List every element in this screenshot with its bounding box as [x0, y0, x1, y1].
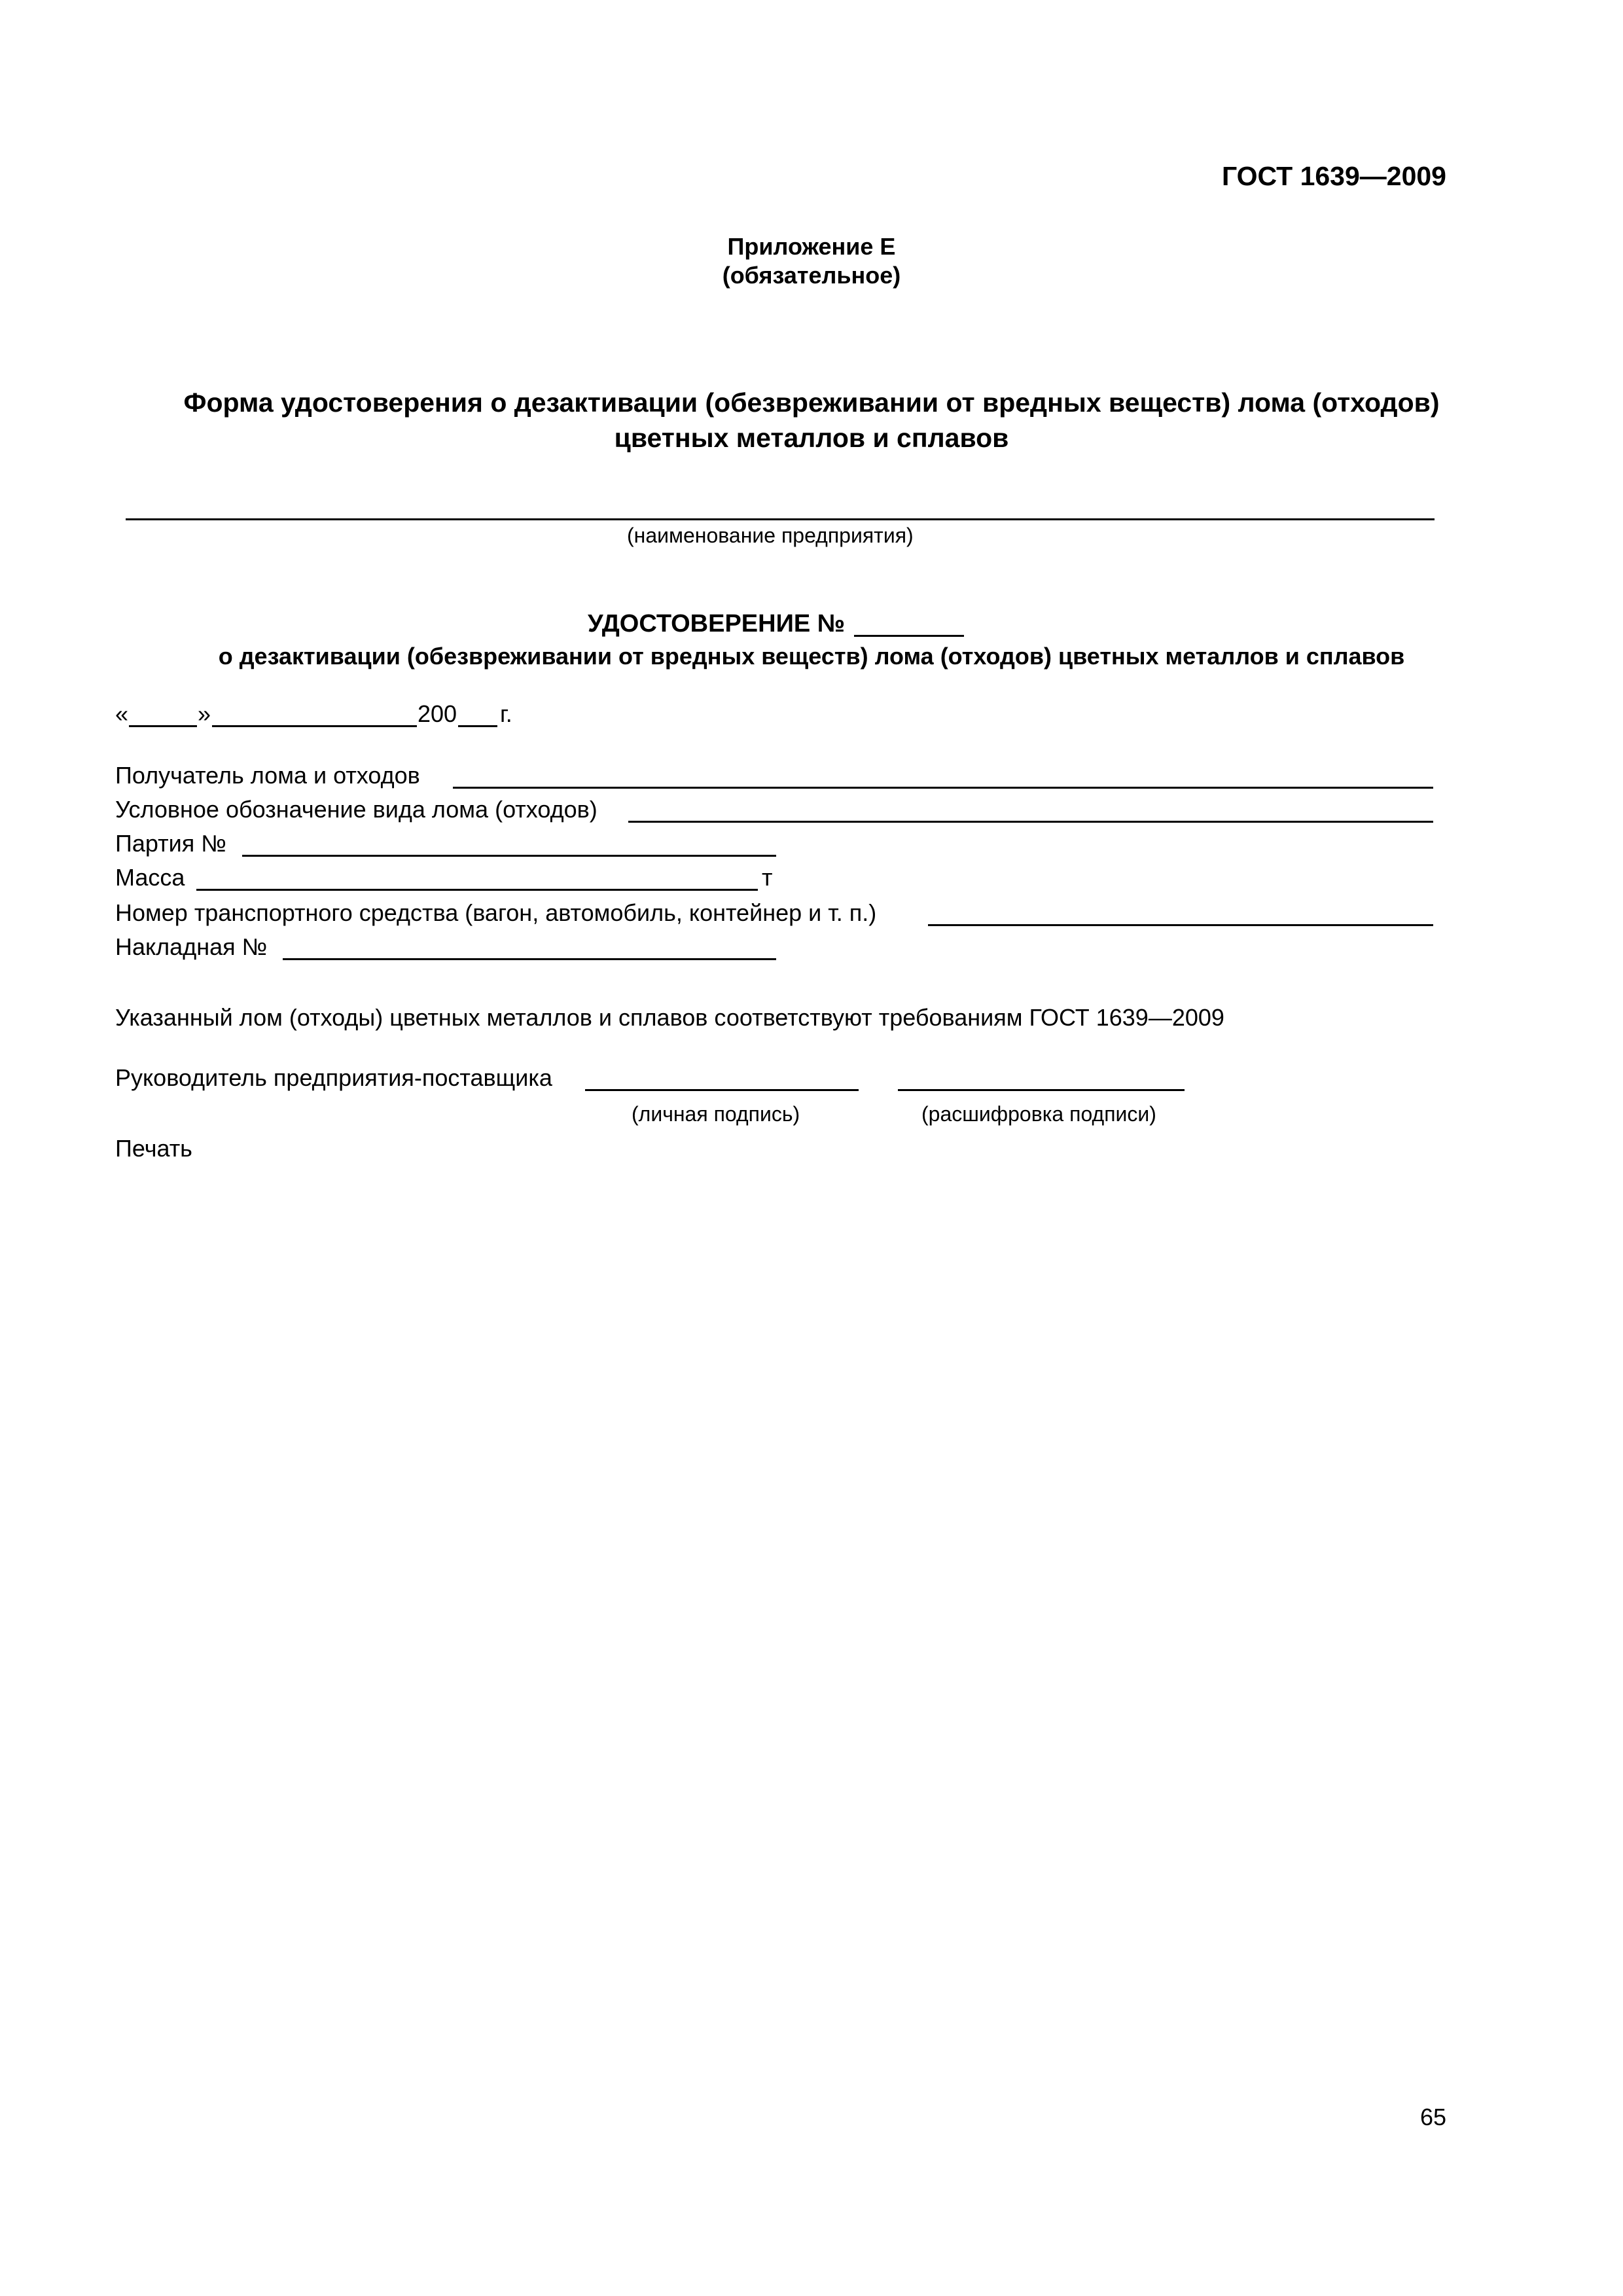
- batch-line[interactable]: [242, 855, 776, 857]
- annex-status: (обязательное): [722, 262, 901, 289]
- annex-title: Приложение Е: [727, 233, 896, 260]
- scrap-type-label: Условное обозначение вида лома (отходов): [115, 796, 597, 823]
- mass-line[interactable]: [196, 889, 758, 891]
- waybill-line[interactable]: [283, 958, 776, 960]
- date-open-quote: «: [115, 700, 129, 727]
- waybill-label: Накладная №: [115, 933, 268, 960]
- scrap-type-line[interactable]: [628, 821, 1433, 823]
- page-number: 65: [1419, 2104, 1446, 2130]
- certificate-subheading: о дезактивации (обезвреживании от вредных веществ) лома (отходов) цветных металлов и сплавов: [218, 643, 1405, 670]
- enterprise-name-caption: (наименование предприятия): [627, 524, 914, 547]
- standard-number: ГОСТ 1639—2009: [1221, 161, 1446, 191]
- date-close-quote: »: [198, 700, 211, 727]
- batch-label: Партия №: [115, 830, 226, 857]
- certificate-number-line[interactable]: [854, 635, 964, 637]
- vehicle-label: Номер транспортного средства (вагон, автомобиль, контейнер и т. п.): [115, 899, 877, 926]
- signature-decoding-caption: (расшифровка подписи): [921, 1102, 1156, 1126]
- signature-label: Руководитель предприятия-поставщика: [115, 1064, 552, 1091]
- vehicle-line[interactable]: [928, 924, 1433, 926]
- date-year-suffix: г.: [500, 700, 512, 727]
- stamp-label: Печать: [115, 1135, 192, 1162]
- form-title-line-2: цветных металлов и сплавов: [614, 423, 1009, 453]
- recipient-label: Получатель лома и отходов: [115, 762, 420, 789]
- date-month-line[interactable]: [212, 725, 417, 727]
- personal-signature-caption: (личная подпись): [632, 1102, 800, 1126]
- date-year-line[interactable]: [458, 725, 497, 727]
- mass-label: Масса: [115, 864, 185, 891]
- date-year-prefix: 200: [418, 700, 457, 727]
- enterprise-name-line[interactable]: [126, 518, 1435, 520]
- date-day-line[interactable]: [129, 725, 197, 727]
- mass-unit: т: [762, 864, 773, 891]
- signature-decoding-line[interactable]: [898, 1089, 1185, 1091]
- compliance-statement: Указанный лом (отходы) цветных металлов и сплавов соответствуют требованиям ГОСТ 1639—2009: [115, 1004, 1224, 1031]
- personal-signature-line[interactable]: [585, 1089, 859, 1091]
- certificate-heading: УДОСТОВЕРЕНИЕ №: [588, 610, 846, 637]
- form-title-line-1: Форма удостоверения о дезактивации (обезвреживании от вредных веществ) лома (отходов): [183, 387, 1440, 418]
- recipient-line[interactable]: [453, 787, 1433, 789]
